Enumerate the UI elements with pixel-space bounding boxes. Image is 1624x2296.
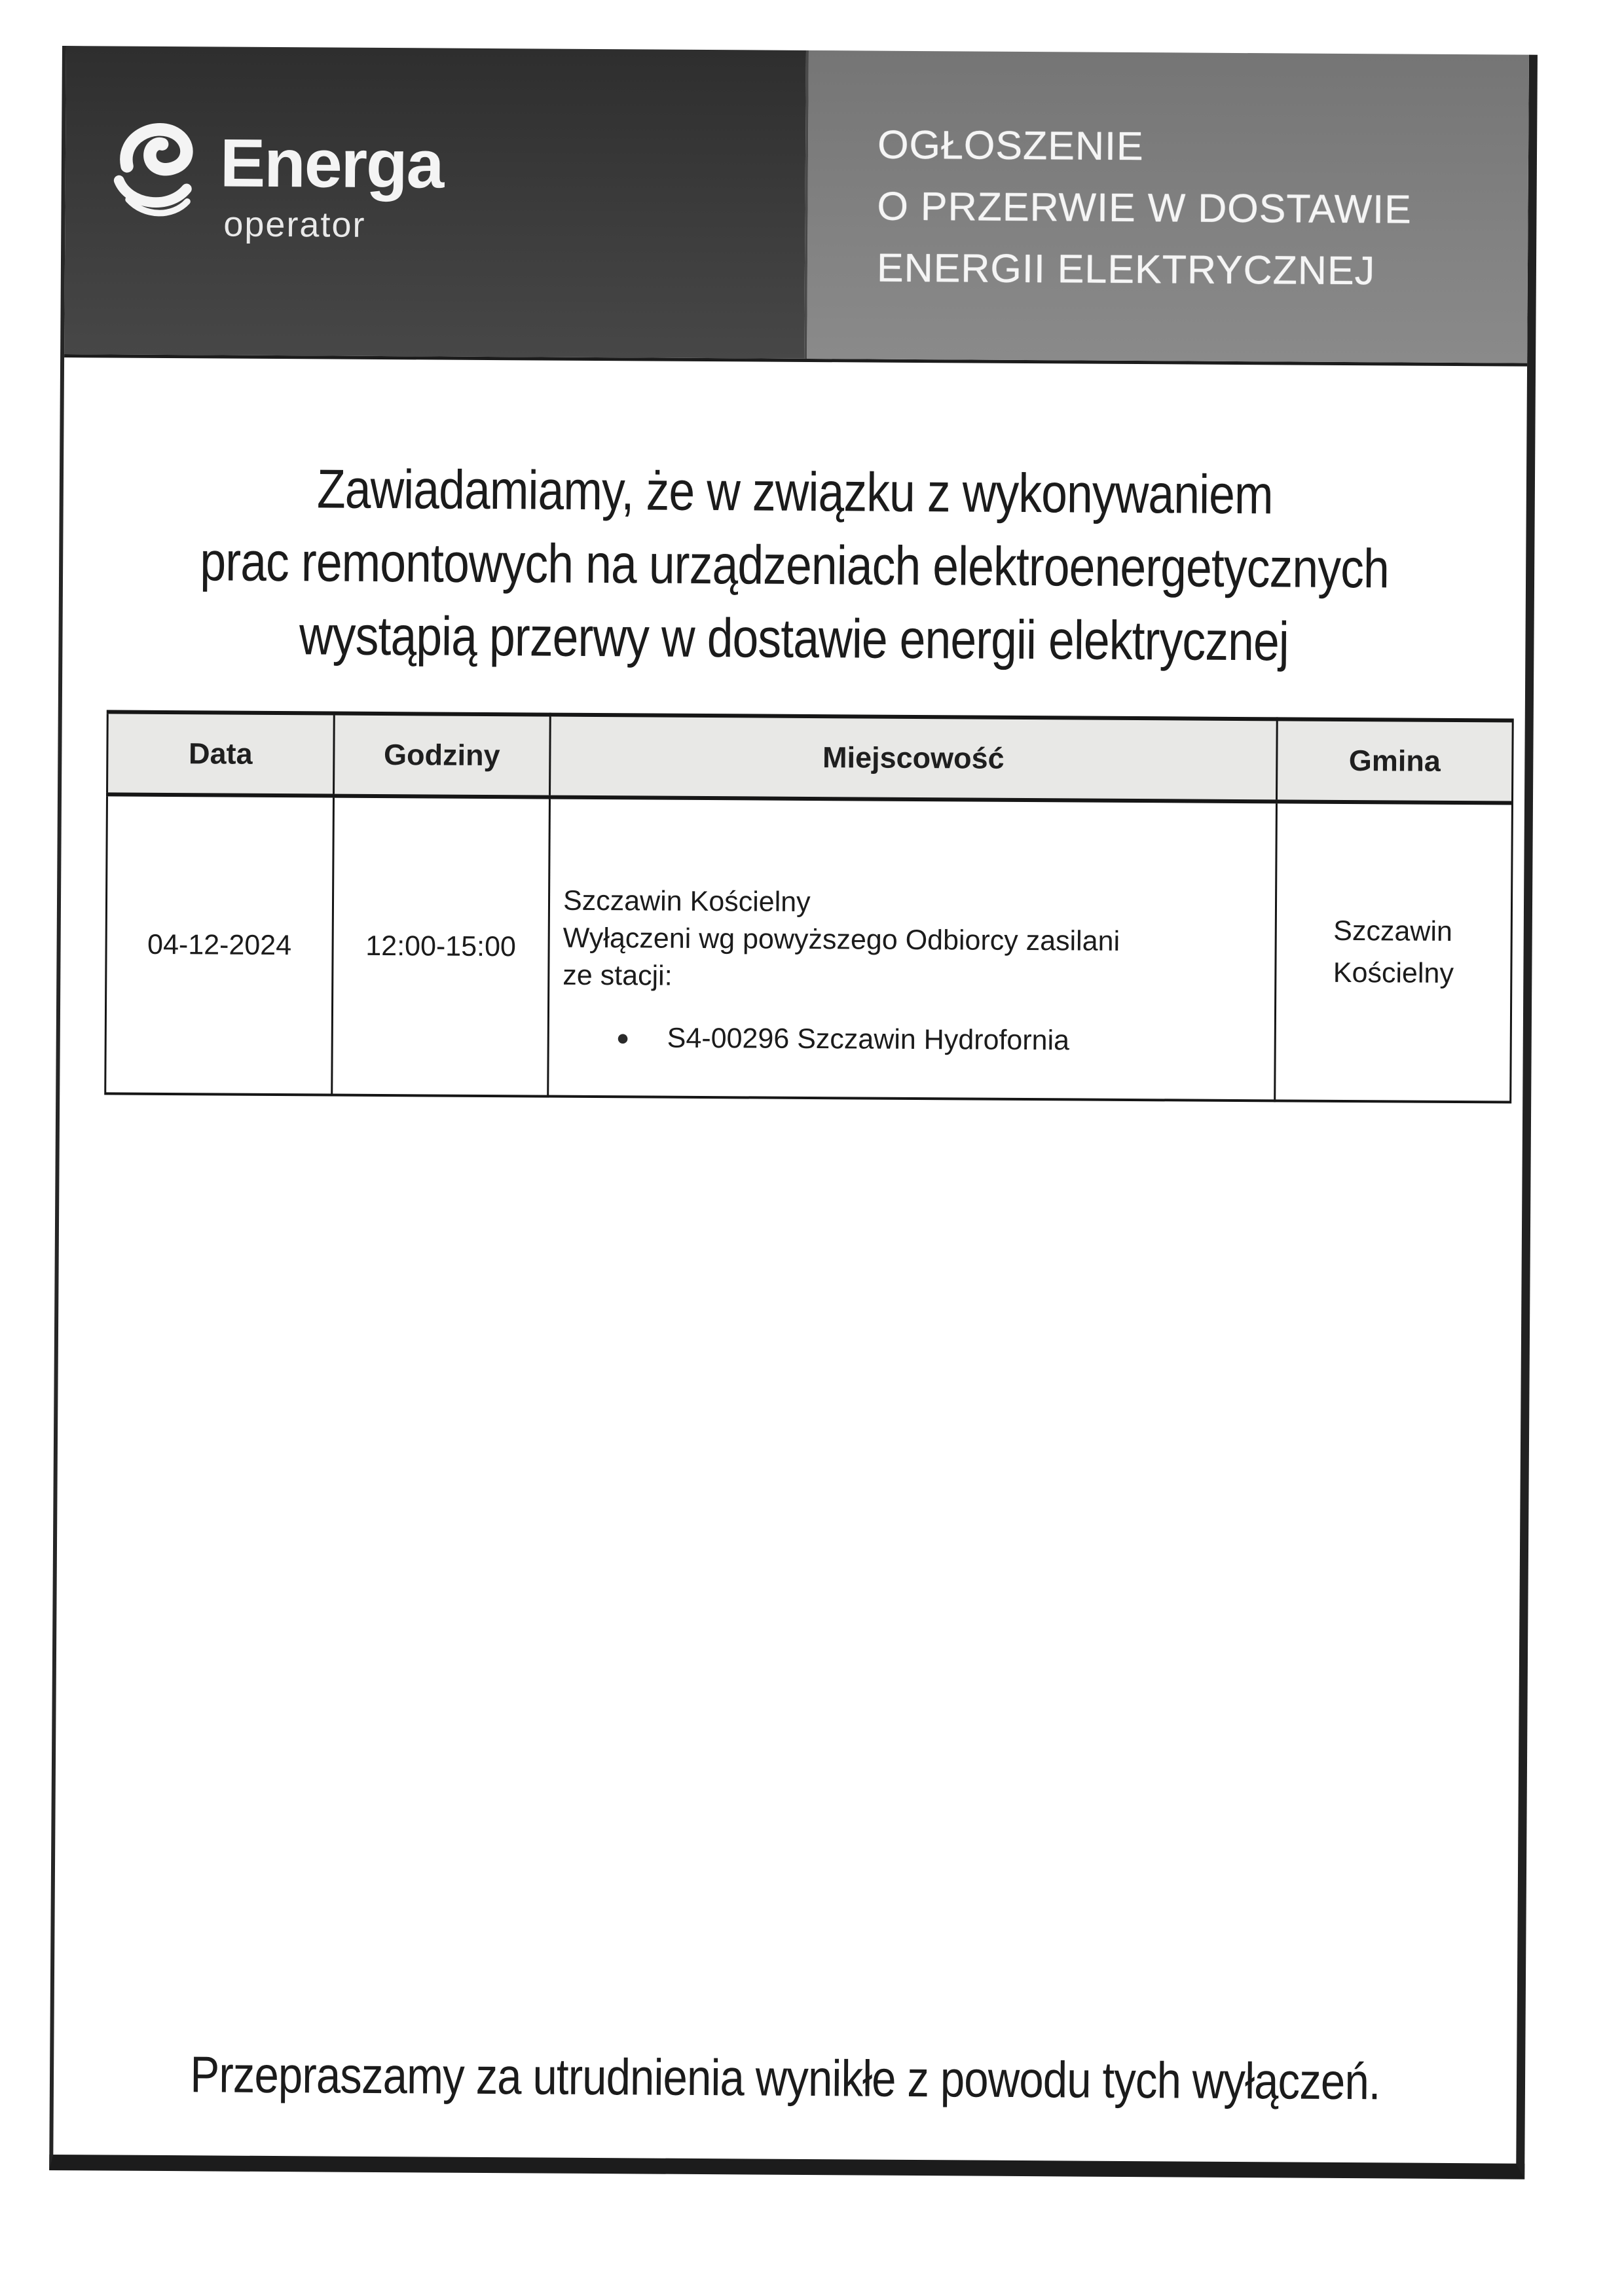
station-name: S4-00296 Szczawin Hydrofornia <box>667 1022 1070 1057</box>
gmina-line-1: Szczawin <box>1333 915 1453 947</box>
place-line-2: Wyłączeni wg powyższego Odbiorcy zasilani <box>563 922 1120 957</box>
brand-subtitle: operator <box>223 204 366 245</box>
title-line-2: O PRZERWIE W DOSTAWIE <box>877 183 1412 232</box>
bullet-icon: ● <box>616 1025 630 1051</box>
cell-hours: 12:00-15:00 <box>332 796 550 1097</box>
title-panel <box>804 50 1529 363</box>
announcement-line-3: wystąpią przerwy w dostawie energii elektrycznej <box>299 604 1289 672</box>
table-row <box>105 794 1513 1102</box>
place-line-1: Szczawin Kościelny <box>563 884 811 919</box>
energa-logo <box>103 117 443 243</box>
gmina-block <box>1333 910 1454 994</box>
announcement-line-2: prac remontowych na urządzeniach elektroenergetycznych <box>200 530 1390 600</box>
cell-gmina <box>1275 801 1513 1102</box>
announcement-line-1: Zawiadamiamy, że w związku z wykonywaniem <box>316 458 1273 526</box>
brand-name: Energa <box>219 125 443 203</box>
title-line-1: OGŁOSZENIE <box>877 122 1144 169</box>
page-frame <box>49 46 1538 2179</box>
column-header-data: Data <box>107 712 335 795</box>
header-band <box>64 46 1529 367</box>
announcement-paragraph <box>172 451 1417 679</box>
column-header-godziny: Godziny <box>334 714 551 797</box>
cell-place <box>548 797 1277 1101</box>
column-header-miejscowosc: Miejscowość <box>550 715 1278 802</box>
cell-date: 04-12-2024 <box>105 794 334 1095</box>
column-header-gmina: Gmina <box>1276 719 1513 803</box>
table-header-row <box>107 712 1513 803</box>
outage-table <box>104 710 1514 1103</box>
apology-text: Przepraszamy za utrudnienia wynikłe z powodu tych wyłączeń. <box>190 2045 1380 2111</box>
place-line-3: ze stacji: <box>563 959 673 992</box>
page-title <box>877 114 1412 302</box>
gmina-line-2: Kościelny <box>1333 957 1454 990</box>
brand-text <box>219 125 443 245</box>
brand-panel <box>64 46 806 359</box>
energa-swirl-icon <box>103 117 202 228</box>
station-list-item <box>563 1019 1261 1061</box>
title-line-3: ENERGII ELEKTRYCZNEJ <box>876 245 1376 293</box>
